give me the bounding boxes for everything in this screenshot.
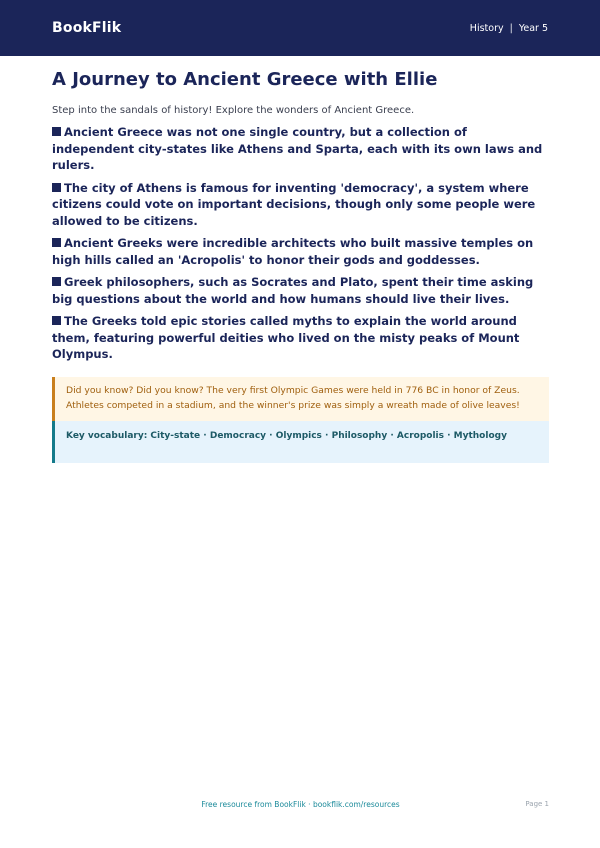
square-bullet-icon	[52, 277, 61, 286]
fact-text: Greek philosophers, such as Socrates and Plato, spent their time asking big questions about the world and how humans should live their lives.	[52, 275, 534, 306]
did-you-know-callout	[52, 377, 549, 421]
subject-label: History	[469, 22, 504, 34]
square-bullet-icon	[52, 183, 61, 192]
square-bullet-icon	[52, 316, 61, 325]
fact-item	[52, 180, 549, 230]
vocabulary-box	[52, 421, 549, 463]
square-bullet-icon	[52, 238, 61, 247]
footer-credit-link[interactable]: Free resource from BookFlik · bookflik.com/resources	[201, 800, 400, 809]
fact-item	[52, 235, 549, 268]
square-bullet-icon	[52, 127, 61, 136]
intro-text: Step into the sandals of history! Explore the wonders of Ancient Greece.	[52, 105, 415, 116]
fact-text: Ancient Greeks were incredible architects who built massive temples on high hills called an 'Acropolis' to honor their gods and goddesses.	[52, 236, 534, 267]
vocabulary-text: Key vocabulary: City-state · Democracy · Olympics · Philosophy · Acropolis · Mythology	[66, 430, 507, 441]
page-footer	[52, 800, 549, 814]
page-content	[52, 64, 549, 463]
fact-text: The Greeks told epic stories called myths to explain the world around them, featuring powerful deities who lived on the misty peaks of Mount Olympus.	[52, 314, 520, 361]
brand-logo[interactable]: BookFlik	[52, 20, 122, 36]
fact-text: Ancient Greece was not one single country, but a collection of independent city-states like Athens and Sparta, each with its own laws and rulers.	[52, 125, 543, 172]
page-title: A Journey to Ancient Greece with Ellie	[52, 69, 438, 90]
page-header	[0, 0, 600, 56]
fact-item	[52, 274, 549, 307]
fact-list	[52, 124, 549, 363]
header-meta	[470, 23, 548, 34]
fact-item	[52, 313, 549, 363]
callout-text: Did you know? Did you know? The very first Olympic Games were held in 776 BC in honor of Zeus. Athletes competed in a stadium, and the winner's prize was simply a wreath made of olive leaves!	[66, 384, 520, 411]
fact-item	[52, 124, 549, 174]
page-number: Page 1	[525, 800, 549, 808]
year-label: Year 5	[518, 22, 548, 34]
meta-separator: |	[509, 22, 513, 34]
fact-text: The city of Athens is famous for inventing 'democracy', a system where citizens could vote on important decisions, though only some people were allowed to be citizens.	[52, 180, 536, 228]
